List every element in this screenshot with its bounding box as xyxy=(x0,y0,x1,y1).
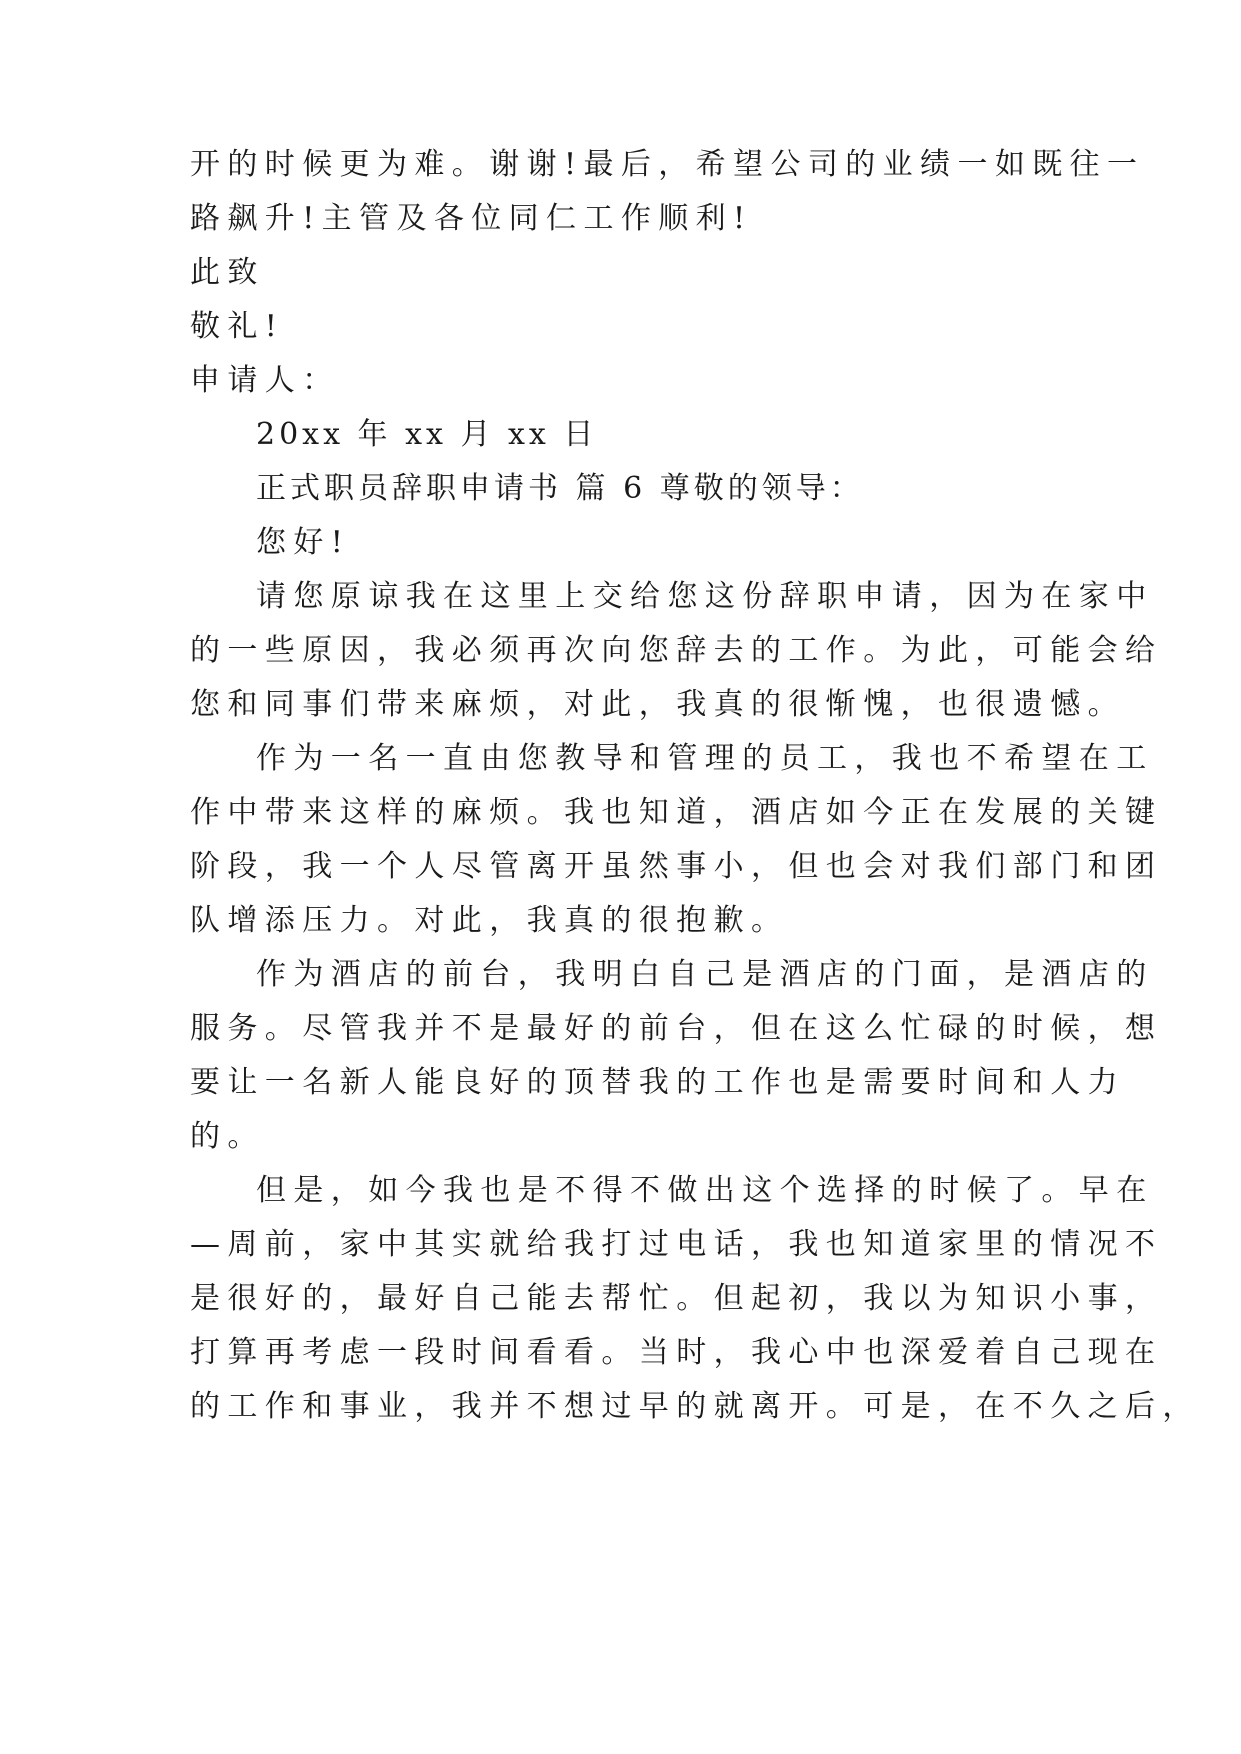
section-heading: 正式职员辞职申请书 篇 6 尊敬的领导： xyxy=(256,471,864,506)
text-line: 的一些原因，我必须再次向您辞去的工作。为此，可能会给 xyxy=(190,633,1163,668)
text-line: 您和同事们带来麻烦，对此，我真的很惭愧，也很遗憾。 xyxy=(190,687,1125,722)
text-line: 队增添压力。对此，我真的很抱歉。 xyxy=(190,903,789,938)
text-line: 但是，如今我也是不得不做出这个选择的时候了。早在 xyxy=(256,1173,1154,1208)
closing-salutation: 敬礼! xyxy=(190,309,285,344)
text-line: 开的时候更为难。谢谢!最后，希望公司的业绩一如既往一 xyxy=(190,147,1145,182)
applicant-label: 申请人： xyxy=(190,363,340,398)
text-line: 阶段，我一个人尽管离开虽然事小，但也会对我们部门和团 xyxy=(190,849,1163,884)
greeting: 您好! xyxy=(256,525,351,560)
text-line: 的工作和事业，我并不想过早的就离开。可是，在不久之后， xyxy=(190,1389,1200,1424)
text-line: 打算再考虑一段时间看看。当时，我心中也深爱着自己现在 xyxy=(190,1335,1163,1370)
text-line: 路飙升!主管及各位同仁工作顺利! xyxy=(190,201,753,236)
text-line: 作为一名一直由您教导和管理的员工，我也不希望在工 xyxy=(256,741,1154,776)
text-line: 服务。尽管我并不是最好的前台，但在这么忙碌的时候，想 xyxy=(190,1011,1163,1046)
text-line: 是很好的，最好自己能去帮忙。但起初，我以为知识小事， xyxy=(190,1281,1163,1316)
text-line: 请您原谅我在这里上交给您这份辞职申请，因为在家中 xyxy=(256,579,1154,614)
text-line: 作为酒店的前台，我明白自己是酒店的门面，是酒店的 xyxy=(256,957,1154,992)
date-line: 20xx 年 xx 月 xx 日 xyxy=(256,417,598,452)
closing-line: 此致 xyxy=(190,255,265,290)
text-line: —周前，家中其实就给我打过电话，我也知道家里的情况不 xyxy=(190,1227,1163,1262)
text-line: 作中带来这样的麻烦。我也知道，酒店如今正在发展的关键 xyxy=(190,795,1163,830)
text-line: 的。 xyxy=(190,1119,265,1154)
text-line: 要让一名新人能良好的顶替我的工作也是需要时间和人力 xyxy=(190,1065,1125,1100)
